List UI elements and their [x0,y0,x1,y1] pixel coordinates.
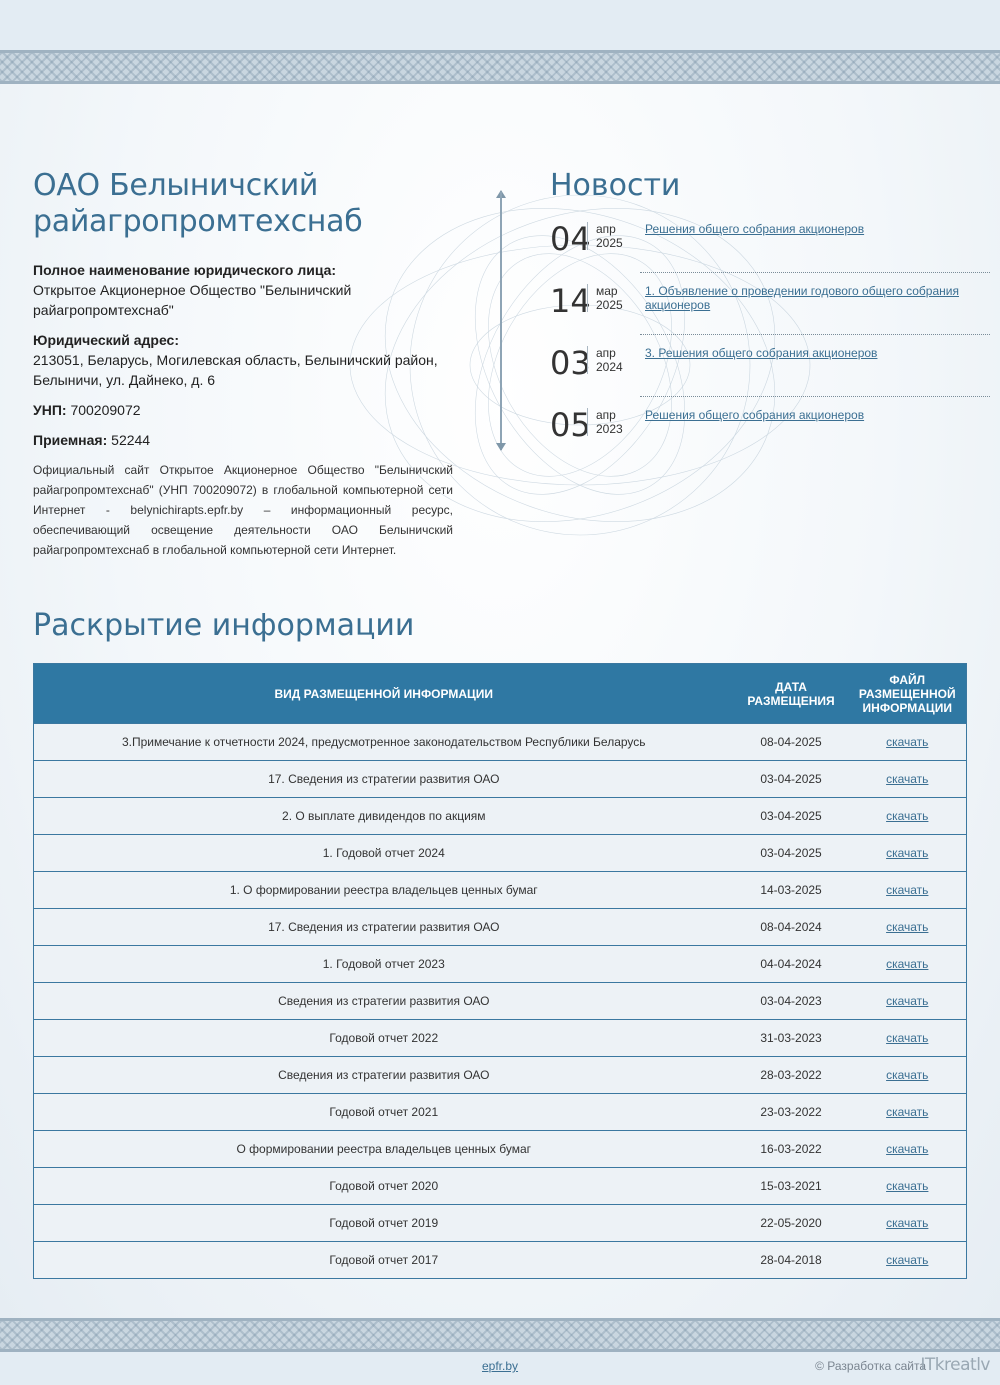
row-name: Годовой отчет 2017 [34,1242,734,1279]
news-day: 04 [550,220,591,258]
table-row [34,1057,967,1094]
divider-bottom-arrow [496,443,506,453]
download-link[interactable]: скачать [849,1094,967,1131]
download-link[interactable]: скачать [849,983,967,1020]
row-date: 28-04-2018 [734,1242,849,1279]
news-month: апр [596,346,616,360]
developer-logo[interactable]: ITkreatlv [920,1355,990,1375]
row-date: 03-04-2025 [734,798,849,835]
table-row [34,1094,967,1131]
download-link[interactable]: скачать [849,835,967,872]
news-month: мар [596,284,618,298]
news-year: 2025 [596,236,623,250]
news-day: 05 [550,406,591,444]
row-name: 17. Сведения из стратегии развития ОАО [34,909,734,946]
footer-ornament [0,1318,1000,1352]
news-month-year [587,222,623,250]
news-month-year [587,284,623,312]
table-row [34,909,967,946]
row-name: 3.Примечание к отчетности 2024, предусмотренное законодательством Республики Беларусь [34,724,734,761]
news-item [550,346,990,408]
row-date: 08-04-2025 [734,724,849,761]
news-day: 14 [550,282,591,320]
row-date: 16-03-2022 [734,1131,849,1168]
row-name: Сведения из стратегии развития ОАО [34,983,734,1020]
row-name: 1. Годовой отчет 2023 [34,946,734,983]
download-link[interactable]: скачать [849,761,967,798]
disclosure-title: Раскрытие информации [33,608,415,643]
footer-site-link[interactable]: epfr.by [482,1359,519,1373]
news-link[interactable]: Решения общего собрания акционеров [645,222,865,236]
reception-field [33,430,453,450]
news-month-year [587,408,623,436]
column-divider [500,192,502,450]
row-name: 17. Сведения из стратегии развития ОАО [34,761,734,798]
download-link[interactable]: скачать [849,1131,967,1168]
row-date: 15-03-2021 [734,1168,849,1205]
unp-field [33,400,453,420]
row-name: Сведения из стратегии развития ОАО [34,1057,734,1094]
footer [0,1352,1000,1385]
news-year: 2024 [596,360,623,374]
disclosure-table [33,663,967,1279]
unp-value: 700209072 [70,402,141,418]
download-link[interactable]: скачать [849,1242,967,1279]
row-name: Годовой отчет 2022 [34,1020,734,1057]
address-field [33,330,453,390]
unp-label: УНП: [33,402,67,418]
site-description: Официальный сайт Открытое Акционерное Общество "Белыничский райагропромтехснаб" (УНП 700209072) в глобальной компьютерной сети Интернет - belynichirapts.epfr.by – информационный ресурс, обеспечивающий освещение деятельности ОАО Белыничский райагропромтехснаб в глобальной компьютерной сети Интернет. [33,463,453,557]
row-name: 1. О формировании реестра владельцев ценных бумаг [34,872,734,909]
news-day: 03 [550,344,591,382]
download-link[interactable]: скачать [849,909,967,946]
news-year: 2025 [596,298,623,312]
table-row [34,1205,967,1242]
header-info-type: ВИД РАЗМЕЩЕННОЙ ИНФОРМАЦИИ [34,664,734,724]
company-title: ОАО Белыничский райагропромтехснаб [33,168,363,239]
table-row [34,761,967,798]
table-row [34,872,967,909]
table-row [34,946,967,983]
row-name: Годовой отчет 2019 [34,1205,734,1242]
news-item [550,408,990,470]
row-date: 28-03-2022 [734,1057,849,1094]
table-row [34,983,967,1020]
reception-value: 52244 [111,432,151,448]
table-row [34,1020,967,1057]
news-link[interactable]: Решения общего собрания акционеров [645,408,865,422]
download-link[interactable]: скачать [849,798,967,835]
download-link[interactable]: скачать [849,724,967,761]
row-date: 03-04-2025 [734,761,849,798]
news-link[interactable]: 3. Решения общего собрания акционеров [645,346,878,360]
reception-label: Приемная: [33,432,108,448]
header-date: ДАТА РАЗМЕЩЕНИЯ [734,664,849,724]
row-date: 08-04-2024 [734,909,849,946]
download-link[interactable]: скачать [849,1057,967,1094]
address-label: Юридический адрес: [33,332,179,348]
top-bar [0,0,1000,50]
table-row [34,724,967,761]
news-section [550,168,990,470]
download-link[interactable]: скачать [849,872,967,909]
news-title: Новости [550,168,681,203]
row-name: 2. О выплате дивидендов по акциям [34,798,734,835]
download-link[interactable]: скачать [849,1020,967,1057]
fullname-field [33,260,453,320]
table-header-row [34,664,967,724]
download-link[interactable]: скачать [849,946,967,983]
row-date: 14-03-2025 [734,872,849,909]
table-row [34,798,967,835]
fullname-label: Полное наименование юридического лица: [33,262,337,278]
news-year: 2023 [596,422,623,436]
row-name: О формировании реестра владельцев ценных бумаг [34,1131,734,1168]
news-item [550,284,990,346]
address-value: 213051, Беларусь, Могилевская область, Белыничский район, Белыничи, ул. Дайнеко, д. 6 [33,352,438,388]
news-month: апр [596,222,616,236]
table-row [34,1168,967,1205]
fullname-value: Открытое Акционерное Общество "Белыничский райагропромтехснаб" [33,282,352,318]
header-ornament [0,50,1000,84]
table-row [34,1242,967,1279]
news-month: апр [596,408,616,422]
download-link[interactable]: скачать [849,1168,967,1205]
row-date: 03-04-2023 [734,983,849,1020]
header-file: ФАЙЛ РАЗМЕЩЕННОЙ ИНФОРМАЦИИ [849,664,967,724]
row-name: Годовой отчет 2021 [34,1094,734,1131]
news-link[interactable]: 1. Объявление о проведении годового общего собрания акционеров [645,284,959,312]
news-item [550,222,990,284]
row-name: 1. Годовой отчет 2024 [34,835,734,872]
row-date: 03-04-2025 [734,835,849,872]
developer-credit: © Разработка сайта [815,1359,926,1373]
table-row [34,835,967,872]
row-date: 31-03-2023 [734,1020,849,1057]
row-date: 22-05-2020 [734,1205,849,1242]
company-info [33,168,453,560]
row-date: 23-03-2022 [734,1094,849,1131]
table-row [34,1131,967,1168]
row-name: Годовой отчет 2020 [34,1168,734,1205]
row-date: 04-04-2024 [734,946,849,983]
news-month-year [587,346,623,374]
download-link[interactable]: скачать [849,1205,967,1242]
